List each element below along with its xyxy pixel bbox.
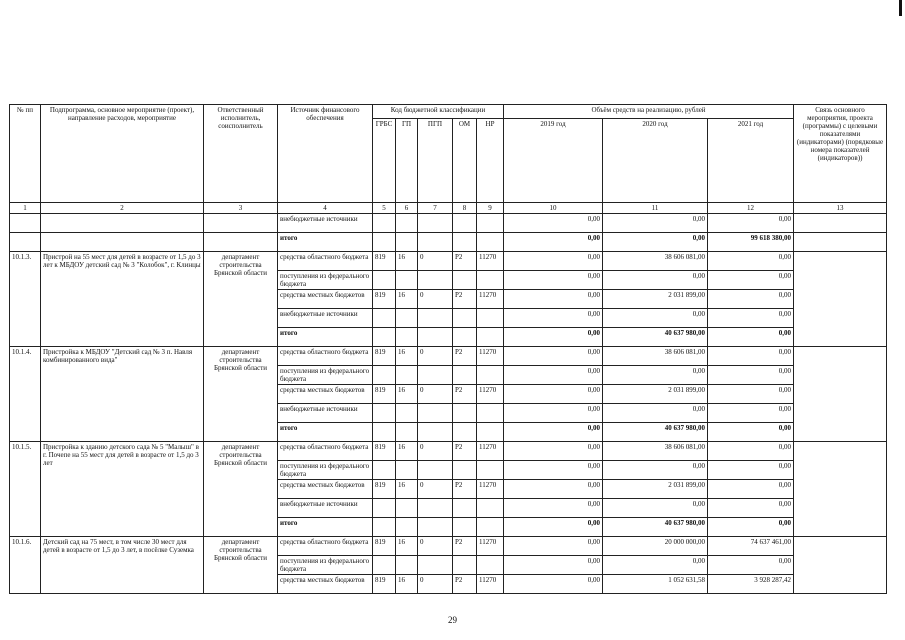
code-gp <box>396 271 418 290</box>
indicator-link <box>794 214 887 233</box>
funding-source: средства областного бюджета <box>278 347 373 366</box>
row-program <box>41 214 204 233</box>
col-link-header: Связь основного мероприятия, проекта (программы) с целевыми показателями (индикаторами) (порядковые номера показателей (индикаторов)) <box>794 105 887 203</box>
funding-source: итого <box>278 328 373 347</box>
indicator-link <box>794 442 887 537</box>
amount-2021: 0,00 <box>708 461 794 480</box>
code-nr: 11270 <box>477 442 504 461</box>
code-gp <box>396 461 418 480</box>
col-source-header: Источник финансового обеспечения <box>278 105 373 203</box>
code-pgp <box>418 461 453 480</box>
amount-2019: 0,00 <box>504 442 603 461</box>
code-pgp <box>418 271 453 290</box>
scan-edge-mark <box>899 0 902 16</box>
amount-2021: 0,00 <box>708 442 794 461</box>
col-om-header: ОМ <box>453 119 477 203</box>
amount-2021: 0,00 <box>708 480 794 499</box>
amount-2020: 0,00 <box>603 271 708 290</box>
funding-source: средства областного бюджета <box>278 442 373 461</box>
amount-2021: 0,00 <box>708 499 794 518</box>
code-grbs <box>373 271 396 290</box>
code-grbs <box>373 366 396 385</box>
col-2021-header: 2021 год <box>708 119 794 203</box>
amount-2020: 38 606 081,00 <box>603 347 708 366</box>
amount-2019: 0,00 <box>504 575 603 594</box>
column-number: 4 <box>278 203 373 214</box>
code-om <box>453 404 477 423</box>
code-om: P2 <box>453 575 477 594</box>
code-pgp: 0 <box>418 252 453 271</box>
funding-source: внебюджетные источники <box>278 214 373 233</box>
amount-2019: 0,00 <box>504 271 603 290</box>
block-title: Пристройка к МБДОУ "Детский сад № 3 п. Навля комбинированного вида" <box>41 347 204 442</box>
code-gp: 16 <box>396 252 418 271</box>
code-gp: 16 <box>396 575 418 594</box>
code-grbs: 819 <box>373 385 396 404</box>
table-row <box>10 214 887 233</box>
code-nr <box>477 271 504 290</box>
code-om <box>453 556 477 575</box>
code-pgp <box>418 518 453 537</box>
code-grbs <box>373 233 396 252</box>
code-pgp: 0 <box>418 480 453 499</box>
code-pgp <box>418 499 453 518</box>
amount-2019: 0,00 <box>504 480 603 499</box>
amount-2019: 0,00 <box>504 404 603 423</box>
amount-2021: 0,00 <box>708 214 794 233</box>
code-grbs: 819 <box>373 290 396 309</box>
block-number: 10.1.3. <box>10 252 41 347</box>
amount-2019: 0,00 <box>504 556 603 575</box>
col-volume-header: Объём средств на реализацию, рублей <box>504 105 794 119</box>
code-grbs <box>373 556 396 575</box>
row-responsible <box>204 233 278 252</box>
table-row <box>10 233 887 252</box>
code-om <box>453 461 477 480</box>
amount-2021: 0,00 <box>708 271 794 290</box>
col-budget-code-header: Код бюджетной классификации <box>373 105 504 119</box>
amount-2019: 0,00 <box>504 233 603 252</box>
code-grbs: 819 <box>373 347 396 366</box>
code-om <box>453 518 477 537</box>
code-om <box>453 271 477 290</box>
funding-source: итого <box>278 233 373 252</box>
code-nr: 11270 <box>477 480 504 499</box>
funding-source: средства областного бюджета <box>278 252 373 271</box>
amount-2019: 0,00 <box>504 290 603 309</box>
column-number-row <box>10 203 887 214</box>
code-om: P2 <box>453 480 477 499</box>
code-pgp <box>418 309 453 328</box>
amount-2019: 0,00 <box>504 537 603 556</box>
column-number: 7 <box>418 203 453 214</box>
amount-2020: 0,00 <box>603 214 708 233</box>
code-pgp: 0 <box>418 385 453 404</box>
code-om <box>453 366 477 385</box>
funding-source: средства местных бюджетов <box>278 290 373 309</box>
amount-2021: 0,00 <box>708 366 794 385</box>
code-grbs: 819 <box>373 442 396 461</box>
code-pgp: 0 <box>418 290 453 309</box>
amount-2020: 1 052 631,58 <box>603 575 708 594</box>
code-gp: 16 <box>396 480 418 499</box>
code-nr <box>477 518 504 537</box>
code-gp <box>396 499 418 518</box>
amount-2021: 0,00 <box>708 328 794 347</box>
amount-2019: 0,00 <box>504 366 603 385</box>
col-2019-header: 2019 год <box>504 119 603 203</box>
amount-2021: 3 928 287,42 <box>708 575 794 594</box>
code-om <box>453 233 477 252</box>
code-om: P2 <box>453 290 477 309</box>
code-nr <box>477 404 504 423</box>
table-row <box>10 537 887 556</box>
code-gp: 16 <box>396 442 418 461</box>
code-grbs <box>373 499 396 518</box>
amount-2021: 74 637 461,00 <box>708 537 794 556</box>
block-number: 10.1.4. <box>10 347 41 442</box>
amount-2019: 0,00 <box>504 423 603 442</box>
amount-2021: 0,00 <box>708 309 794 328</box>
amount-2020: 2 031 899,00 <box>603 385 708 404</box>
col-responsible-header: Ответственный исполнитель, соисполнитель <box>204 105 278 203</box>
funding-table <box>9 104 887 594</box>
code-pgp <box>418 214 453 233</box>
column-number: 1 <box>10 203 41 214</box>
code-nr: 11270 <box>477 290 504 309</box>
table-row <box>10 347 887 366</box>
column-number: 13 <box>794 203 887 214</box>
funding-source: средства областного бюджета <box>278 537 373 556</box>
code-grbs <box>373 214 396 233</box>
row-responsible <box>204 214 278 233</box>
code-om: P2 <box>453 347 477 366</box>
code-grbs <box>373 328 396 347</box>
funding-source: поступления из федерального бюджета <box>278 461 373 480</box>
amount-2019: 0,00 <box>504 518 603 537</box>
table-row <box>10 442 887 461</box>
code-gp <box>396 404 418 423</box>
amount-2021: 0,00 <box>708 252 794 271</box>
column-number: 11 <box>603 203 708 214</box>
funding-source: внебюджетные источники <box>278 404 373 423</box>
amount-2020: 38 606 081,00 <box>603 252 708 271</box>
code-grbs <box>373 461 396 480</box>
funding-source: итого <box>278 423 373 442</box>
amount-2019: 0,00 <box>504 214 603 233</box>
code-om <box>453 499 477 518</box>
code-om: P2 <box>453 442 477 461</box>
funding-source: итого <box>278 518 373 537</box>
code-grbs: 819 <box>373 252 396 271</box>
code-gp <box>396 214 418 233</box>
col-pgp-header: ПГП <box>418 119 453 203</box>
amount-2019: 0,00 <box>504 309 603 328</box>
code-nr: 11270 <box>477 252 504 271</box>
code-nr: 11270 <box>477 385 504 404</box>
amount-2021: 99 618 380,00 <box>708 233 794 252</box>
amount-2021: 0,00 <box>708 518 794 537</box>
col-gp-header: ГП <box>396 119 418 203</box>
indicator-link <box>794 537 887 594</box>
code-grbs: 819 <box>373 575 396 594</box>
funding-source: поступления из федерального бюджета <box>278 271 373 290</box>
code-gp: 16 <box>396 385 418 404</box>
block-responsible: департамент строительства Брянской области <box>204 252 278 347</box>
block-number: 10.1.6. <box>10 537 41 594</box>
amount-2020: 40 637 980,00 <box>603 328 708 347</box>
amount-2020: 0,00 <box>603 556 708 575</box>
code-nr <box>477 214 504 233</box>
row-no <box>10 214 41 233</box>
code-grbs <box>373 423 396 442</box>
col-no-header: № пп <box>10 105 41 203</box>
code-pgp <box>418 233 453 252</box>
col-grbs-header: ГРБС <box>373 119 396 203</box>
code-pgp: 0 <box>418 537 453 556</box>
amount-2019: 0,00 <box>504 499 603 518</box>
amount-2020: 0,00 <box>603 404 708 423</box>
block-number: 10.1.5. <box>10 442 41 537</box>
funding-source: средства местных бюджетов <box>278 385 373 404</box>
code-gp <box>396 309 418 328</box>
amount-2020: 0,00 <box>603 461 708 480</box>
block-responsible: департамент строительства Брянской области <box>204 537 278 594</box>
block-title: Пристройка к зданию детского сада № 5 "Малыш" в г. Почепе на 55 мест для детей в возрасте от 1,5 до 3 лет <box>41 442 204 537</box>
column-number: 12 <box>708 203 794 214</box>
code-pgp <box>418 404 453 423</box>
funding-source: внебюджетные источники <box>278 309 373 328</box>
code-grbs <box>373 309 396 328</box>
page-number: 29 <box>448 615 457 625</box>
code-nr <box>477 499 504 518</box>
code-om <box>453 309 477 328</box>
code-nr: 11270 <box>477 537 504 556</box>
column-number: 10 <box>504 203 603 214</box>
column-number: 9 <box>477 203 504 214</box>
code-om <box>453 423 477 442</box>
amount-2020: 2 031 899,00 <box>603 480 708 499</box>
code-gp <box>396 423 418 442</box>
amount-2021: 0,00 <box>708 404 794 423</box>
code-om <box>453 214 477 233</box>
funding-source: средства местных бюджетов <box>278 575 373 594</box>
code-pgp: 0 <box>418 575 453 594</box>
amount-2019: 0,00 <box>504 461 603 480</box>
code-nr <box>477 366 504 385</box>
amount-2020: 0,00 <box>603 309 708 328</box>
col-2020-header: 2020 год <box>603 119 708 203</box>
funding-source: внебюджетные источники <box>278 499 373 518</box>
code-nr <box>477 556 504 575</box>
code-gp: 16 <box>396 347 418 366</box>
amount-2020: 38 606 081,00 <box>603 442 708 461</box>
indicator-link <box>794 252 887 347</box>
amount-2020: 20 000 000,00 <box>603 537 708 556</box>
col-nr-header: НР <box>477 119 504 203</box>
amount-2020: 2 031 899,00 <box>603 290 708 309</box>
funding-source: средства местных бюджетов <box>278 480 373 499</box>
table-row <box>10 252 887 271</box>
column-number: 2 <box>41 203 204 214</box>
column-number: 6 <box>396 203 418 214</box>
amount-2019: 0,00 <box>504 252 603 271</box>
amount-2019: 0,00 <box>504 385 603 404</box>
code-gp: 16 <box>396 290 418 309</box>
code-nr: 11270 <box>477 347 504 366</box>
block-responsible: департамент строительства Брянской области <box>204 442 278 537</box>
funding-source: поступления из федерального бюджета <box>278 556 373 575</box>
amount-2021: 0,00 <box>708 423 794 442</box>
code-gp <box>396 366 418 385</box>
amount-2021: 0,00 <box>708 290 794 309</box>
code-nr <box>477 233 504 252</box>
code-pgp <box>418 366 453 385</box>
column-number: 3 <box>204 203 278 214</box>
amount-2020: 0,00 <box>603 233 708 252</box>
code-nr <box>477 328 504 347</box>
code-nr <box>477 461 504 480</box>
code-pgp <box>418 423 453 442</box>
row-program <box>41 233 204 252</box>
amount-2021: 0,00 <box>708 556 794 575</box>
amount-2019: 0,00 <box>504 347 603 366</box>
code-om: P2 <box>453 537 477 556</box>
indicator-link <box>794 233 887 252</box>
col-program-header: Подпрограмма, основное мероприятие (проект), направление расходов, мероприятие <box>41 105 204 203</box>
code-grbs <box>373 518 396 537</box>
amount-2020: 0,00 <box>603 366 708 385</box>
code-grbs <box>373 404 396 423</box>
code-om: P2 <box>453 385 477 404</box>
code-nr: 11270 <box>477 575 504 594</box>
code-pgp: 0 <box>418 442 453 461</box>
row-no <box>10 233 41 252</box>
code-grbs: 819 <box>373 480 396 499</box>
block-title: Детский сад на 75 мест, в том числе 30 мест для детей в возрасте от 1,5 до 3 лет, в посёлке Суземка <box>41 537 204 594</box>
amount-2020: 0,00 <box>603 499 708 518</box>
code-nr <box>477 309 504 328</box>
code-pgp <box>418 328 453 347</box>
code-pgp: 0 <box>418 347 453 366</box>
amount-2021: 0,00 <box>708 347 794 366</box>
column-number: 5 <box>373 203 396 214</box>
code-om <box>453 328 477 347</box>
column-number: 8 <box>453 203 477 214</box>
code-pgp <box>418 556 453 575</box>
code-om: P2 <box>453 252 477 271</box>
amount-2020: 40 637 980,00 <box>603 423 708 442</box>
funding-source: поступления из федерального бюджета <box>278 366 373 385</box>
code-gp <box>396 233 418 252</box>
block-responsible: департамент строительства Брянской области <box>204 347 278 442</box>
block-title: Пристрой на 55 мест для детей в возрасте от 1,5 до 3 лет к МБДОУ детский сад № 3 "Колобок", г. Клинцы <box>41 252 204 347</box>
amount-2020: 40 637 980,00 <box>603 518 708 537</box>
indicator-link <box>794 347 887 442</box>
code-nr <box>477 423 504 442</box>
code-gp <box>396 556 418 575</box>
code-gp <box>396 328 418 347</box>
amount-2021: 0,00 <box>708 385 794 404</box>
code-gp <box>396 518 418 537</box>
amount-2019: 0,00 <box>504 328 603 347</box>
code-gp: 16 <box>396 537 418 556</box>
code-grbs: 819 <box>373 537 396 556</box>
